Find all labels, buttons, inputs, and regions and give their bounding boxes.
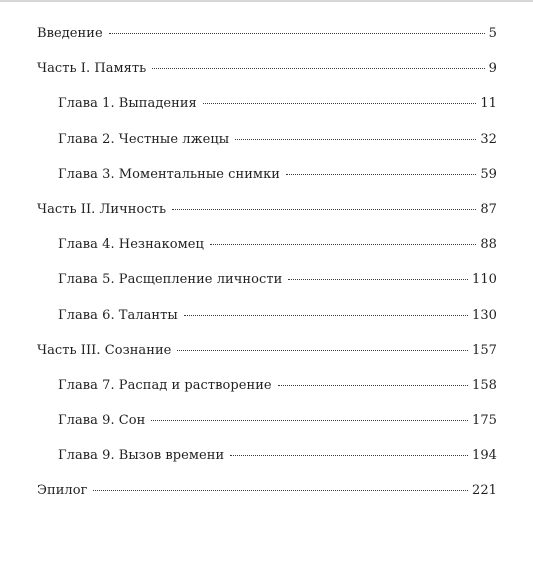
dot-leader: [172, 209, 476, 210]
table-of-contents: [37, 26, 497, 519]
dot-leader: [184, 315, 468, 316]
toc-entry-part-1[interactable]: [37, 61, 497, 96]
dot-leader: [93, 490, 468, 491]
toc-entry-chapter-1[interactable]: [37, 96, 497, 131]
toc-entry-epilogue[interactable]: [37, 483, 497, 518]
dot-leader: [152, 68, 484, 69]
toc-entry-title: Глава 4. Незнакомец: [58, 237, 204, 253]
dot-leader: [177, 350, 468, 351]
toc-entry-chapter-7[interactable]: [37, 378, 497, 413]
toc-entry-chapter-6[interactable]: [37, 308, 497, 343]
toc-entry-page: 110: [472, 272, 497, 288]
dot-leader: [109, 33, 485, 34]
toc-entry-chapter-4[interactable]: [37, 237, 497, 272]
toc-entry-chapter-5[interactable]: [37, 272, 497, 307]
toc-entry-page: 194: [472, 448, 497, 464]
toc-entry-page: 175: [472, 413, 497, 429]
toc-entry-chapter-3[interactable]: [37, 167, 497, 202]
toc-entry-chapter-2[interactable]: [37, 132, 497, 167]
toc-entry-page: 32: [480, 131, 497, 147]
toc-entry-chapter-sleep[interactable]: [37, 413, 497, 448]
dot-leader: [288, 279, 468, 280]
toc-entry-page: 5: [488, 26, 497, 41]
toc-entry-page: 9: [488, 61, 497, 77]
toc-entry-title: Введение: [37, 26, 103, 41]
toc-entry-title: Часть II. Личность: [37, 201, 167, 217]
toc-entry-title: Часть I. Память: [37, 61, 147, 77]
toc-entry-part-2[interactable]: [37, 202, 497, 237]
toc-entry-title: Часть III. Сознание: [37, 342, 172, 358]
toc-entry-page: 88: [480, 237, 497, 253]
toc-entry-title: Глава 1. Выпадения: [58, 96, 197, 112]
toc-entry-title: Глава 7. Распад и растворение: [58, 377, 272, 393]
toc-entry-title: Эпилог: [37, 483, 88, 499]
toc-entry-page: 157: [472, 342, 497, 358]
toc-entry-page: 87: [480, 201, 497, 217]
dot-leader: [235, 139, 476, 140]
toc-entry-chapter-time[interactable]: [37, 448, 497, 483]
toc-entry-title: Глава 3. Моментальные снимки: [58, 166, 280, 182]
toc-entry-title: Глава 2. Честные лжецы: [58, 131, 230, 147]
toc-entry-title: Глава 6. Таланты: [58, 307, 178, 323]
dot-leader: [286, 174, 476, 175]
top-divider: [0, 0, 533, 2]
toc-entry-page: 11: [480, 96, 497, 112]
toc-entry-page: 59: [480, 166, 497, 182]
toc-entry-part-3[interactable]: [37, 343, 497, 378]
dot-leader: [203, 103, 477, 104]
dot-leader: [230, 455, 468, 456]
dot-leader: [151, 420, 468, 421]
toc-entry-page: 130: [472, 307, 497, 323]
dot-leader: [278, 385, 468, 386]
toc-entry-introduction[interactable]: [37, 26, 497, 61]
toc-entry-page: 158: [472, 377, 497, 393]
dot-leader: [210, 244, 476, 245]
toc-entry-page: 221: [472, 483, 497, 499]
toc-entry-title: Глава 5. Расщепление личности: [58, 272, 283, 288]
toc-entry-title: Глава 9. Сон: [58, 413, 146, 429]
toc-entry-title: Глава 9. Вызов времени: [58, 448, 225, 464]
